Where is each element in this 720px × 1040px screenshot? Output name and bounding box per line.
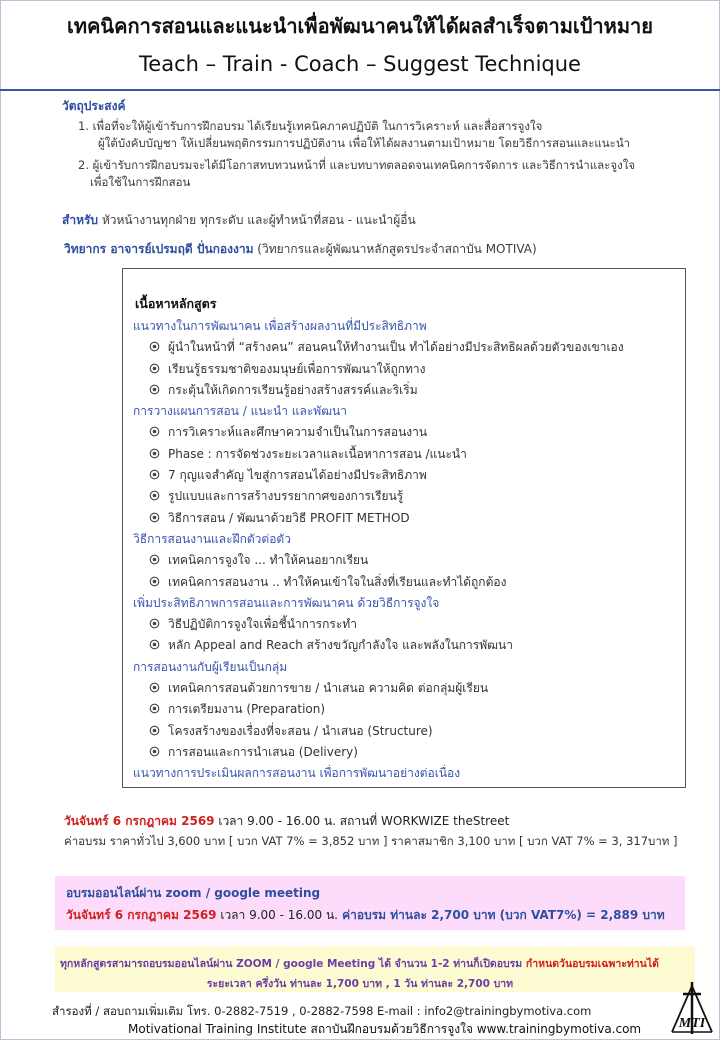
speaker-label: วิทยากร — [64, 242, 107, 256]
circle-bullet-icon — [149, 466, 160, 477]
circle-bullet-icon — [149, 615, 160, 626]
speaker-line — [64, 240, 537, 259]
list-item — [133, 678, 683, 699]
list-item-text: เทคนิคการสอนด้วยการขาย / นำเสนอ ความคิด ต่อกลุ่มผู้เรียน — [168, 681, 489, 696]
schedule-time-venue: เวลา 9.00 - 16.00 น. สถานที่ WORKWIZE theStreet — [214, 814, 510, 828]
list-item-text: ผู้นำในหน้าที่ “สร้างคน” สอนคนให้ทำงานเป็น ทำได้อย่างมีประสิทธิผลด้วยตัวของเขาเอง — [168, 340, 624, 355]
audience-text: หัวหน้างานทุกฝ่าย ทุกระดับ และผู้ทำหน้าที่สอน - แนะนำผู้อื่น — [98, 213, 416, 227]
list-item-text: เรียนรู้ธรรมชาติของมนุษย์เพื่อการพัฒนาให้ถูกทาง — [168, 361, 426, 376]
audience-line — [62, 211, 416, 230]
list-item-text: การเตรียมงาน (Preparation) — [168, 702, 326, 717]
objective-1-line-1: 1. เพื่อที่จะให้ผู้เข้ารับการฝึกอบรม ได้เรียนรู้เทคนิคภาคปฏิบัติ ในการวิเคราะห์ และสื่อสารจูงใจ — [78, 119, 543, 133]
contact-line: สำรองที่ / สอบถามเพิ่มเติม โทร. 0-2882-7519 , 0-2882-7598 E-mail : info2@trainingbymotiva.com — [52, 1004, 592, 1018]
circle-bullet-icon — [149, 573, 160, 584]
section-heading: การวางแผนการสอน / แนะนำ และพัฒนา — [133, 404, 347, 419]
list-item-text: การสอนและการนำเสนอ (Delivery) — [168, 744, 358, 759]
list-item-text: เทคนิคการจูงใจ ... ทำให้คนอยากเรียน — [168, 553, 369, 568]
circle-bullet-icon — [149, 360, 160, 371]
circle-bullet-icon — [149, 679, 160, 690]
notice-line-1-a: ทุกหลักสูตรสามารถอบรมออนไลน์ผ่าน ZOOM / google Meeting ได้ จำนวน 1-2 ท่านก็เปิดอบรม — [60, 958, 526, 970]
circle-bullet-icon — [149, 338, 160, 349]
list-item-text: วิธีปฏิบัติการจูงใจเพื่อชี้นำการกระทำ — [168, 617, 357, 632]
speaker-name: อาจารย์เปรมฤดี ปั่นกองงาม — [106, 242, 254, 256]
online-heading: อบรมออนไลน์ผ่าน zoom / google meeting — [66, 886, 321, 900]
circle-bullet-icon — [149, 509, 160, 520]
list-item-text: โครงสร้างของเรื่องที่จะสอน / นำเสนอ (Structure) — [168, 723, 433, 738]
svg-text:MTI: MTI — [678, 1016, 706, 1031]
page-title-english: Teach – Train - Coach – Suggest Technique — [139, 52, 581, 76]
circle-bullet-icon — [149, 381, 160, 392]
list-item-text: วิธีการสอน / พัฒนาด้วยวิธี PROFIT METHOD — [168, 510, 410, 525]
list-item-text: Phase : การจัดช่วงระยะเวลาและเนื้อหาการสอน /แนะนำ — [168, 446, 467, 461]
online-date: วันจันทร์ 6 กรกฎาคม 2569 — [66, 908, 217, 922]
page-title-thai: เทคนิคการสอนและแนะนำเพื่อพัฒนาคนให้ได้ผลสำเร็จตามเป้าหมาย — [67, 14, 653, 38]
objective-2 — [78, 157, 698, 191]
title-divider — [0, 89, 720, 91]
notice-line-1-b: กำหนดวันอบรมเฉพาะท่านได้ — [525, 958, 659, 970]
list-item — [133, 465, 683, 486]
section-heading: เพิ่มประสิทธิภาพการสอนและการพัฒนาคน ด้วยวิธีการจูงใจ — [133, 595, 440, 610]
online-schedule-line — [66, 906, 665, 925]
objective-2-line-1: 2. ผู้เข้ารับการฝึกอบรมจะได้มีโอกาสทบทวนหน้าที่ และบทบาทตลอดจนเทคนิคการจัดการ และวิธีการนำและจูงใจ — [78, 158, 636, 172]
course-content-list — [133, 316, 683, 785]
fee-line: ค่าอบรม ราคาทั่วไป 3,600 บาท [ บวก VAT 7% = 3,852 บาท ] ราคาสมาชิก 3,100 บาท [ บวก VAT 7% = 3, 317บาท ] — [64, 834, 678, 848]
schedule-line — [64, 812, 509, 831]
objective-1-line-2: ผู้ใต้บังคับบัญชา ให้เปลี่ยนพฤติกรรมการปฏิบัติงาน เพื่อให้ได้ผลงานตามเป้าหมาย โดยวิธีการสอนและแนะนำ — [98, 136, 631, 150]
list-item — [133, 721, 683, 742]
footer-line: Motivational Training Institute สถาบันฝึกอบรมด้วยวิธีการจูงใจ www.trainingbymotiva.com — [128, 1022, 642, 1036]
list-item-text: 7 กุญแจสำคัญ ไขสู่การสอนได้อย่างมีประสิทธิภาพ — [168, 468, 427, 483]
list-item — [133, 550, 683, 571]
circle-bullet-icon — [149, 700, 160, 711]
circle-bullet-icon — [149, 722, 160, 733]
objectives-heading: วัตถุประสงค์ — [62, 99, 126, 113]
list-item — [133, 359, 683, 380]
list-item-text: การวิเคราะห์และศึกษาความจำเป็นในการสอนงาน — [168, 425, 428, 440]
online-fee: ค่าอบรม ท่านละ 2,700 บาท (บวก VAT7%) = 2,889 บาท — [337, 908, 665, 922]
objective-1 — [78, 118, 698, 152]
circle-bullet-icon — [149, 743, 160, 754]
list-item-text: รูปแบบและการสร้างบรรยากาศของการเรียนรู้ — [168, 489, 404, 504]
section-heading: การสอนงานกับผู้เรียนเป็นกลุ่ม — [133, 659, 288, 674]
list-item — [133, 444, 683, 465]
audience-label: สำหรับ — [62, 213, 99, 227]
list-item — [133, 635, 683, 656]
list-item — [133, 486, 683, 507]
objective-2-line-2: เพื่อใช้ในการฝึกสอน — [90, 175, 191, 189]
circle-bullet-icon — [149, 487, 160, 498]
list-item — [133, 614, 683, 635]
online-time: เวลา 9.00 - 16.00 น. — [216, 908, 338, 922]
schedule-date: วันจันทร์ 6 กรกฎาคม 2569 — [64, 814, 215, 828]
mti-logo-icon — [668, 980, 716, 1036]
circle-bullet-icon — [149, 423, 160, 434]
list-item — [133, 699, 683, 720]
list-item-text: หลัก Appeal and Reach สร้างขวัญกำลังใจ และพลังในการพัฒนา — [168, 638, 513, 653]
circle-bullet-icon — [149, 445, 160, 456]
list-item — [133, 508, 683, 529]
list-item — [133, 380, 683, 401]
list-item — [133, 337, 683, 358]
list-item — [133, 742, 683, 763]
list-item-text: กระตุ้นให้เกิดการเรียนรู้อย่างสร้างสรรค์และริเริ่ม — [168, 382, 418, 397]
section-heading: แนวทางในการพัฒนาคน เพื่อสร้างผลงานที่มีประสิทธิภาพ — [133, 319, 427, 333]
section-heading: วิธีการสอนงานและฝึกตัวต่อตัว — [133, 531, 291, 546]
list-item-text: เทคนิคการสอนงาน .. ทำให้คนเข้าใจในสิ่งที่เรียนและทำได้ถูกต้อง — [168, 574, 507, 589]
notice-line-2-a: ระยะเวลา — [206, 978, 256, 990]
circle-bullet-icon — [149, 636, 160, 647]
notice-line-2 — [0, 975, 720, 992]
speaker-role: (วิทยากรและผู้พัฒนาหลักสูตรประจำสถาบัน MOTIVA) — [253, 242, 537, 256]
circle-bullet-icon — [149, 551, 160, 562]
notice-line-2-b: ครึ่งวัน ท่านละ 1,700 บาท , 1 วัน ท่านละ 2,700 บาท — [255, 978, 514, 990]
notice-line-1 — [60, 955, 659, 972]
course-content-title: เนื้อหาหลักสูตร — [135, 296, 217, 311]
list-item — [133, 572, 683, 593]
section-heading: แนวทางการประเมินผลการสอนงาน เพื่อการพัฒนาอย่างต่อเนื่อง — [133, 766, 461, 781]
list-item — [133, 422, 683, 443]
